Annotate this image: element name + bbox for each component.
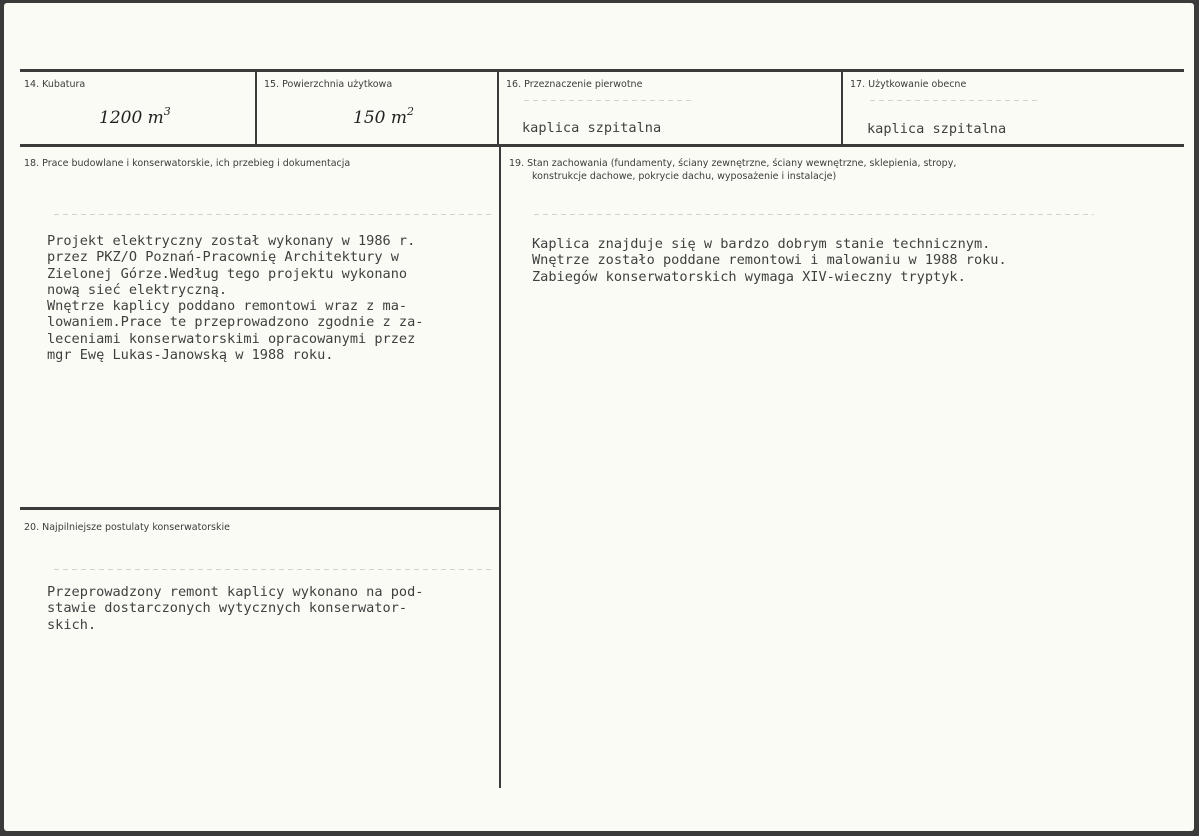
faint-guide-line [524, 100, 694, 101]
main-column-divider [499, 144, 501, 788]
field-19-label: 19. Stan zachowania (fundamenty, ściany zewnętrzne, ściany wewnętrzne, sklepienia, stropy, [509, 158, 957, 169]
top-rule [20, 69, 1184, 72]
field-17-label: 17. Użytkowanie obecne [850, 79, 967, 90]
faint-guide-line [534, 214, 1094, 215]
field-14-value: 1200 $m^3$ [99, 105, 171, 128]
divider-15-16 [497, 69, 499, 146]
field-15-value: 150 $m^2$ [353, 105, 414, 128]
faint-guide-line [54, 214, 494, 215]
middle-rule [20, 144, 1184, 147]
field-15-label: 15. Powierzchnia użytkowa [264, 79, 393, 90]
inventory-card [4, 3, 1194, 831]
divider-14-15 [255, 69, 257, 146]
lower-left-rule [20, 507, 500, 510]
faint-guide-line [870, 100, 1040, 101]
field-16-value: kaplica szpitalna [522, 120, 662, 136]
field-16-label: 16. Przeznaczenie pierwotne [506, 79, 643, 90]
field-17-value: kaplica szpitalna [867, 121, 1007, 137]
field-20-text: Przeprowadzony remont kaplicy wykonano na pod- stawie dostarczonych wytycznych konserwator- skich. [47, 584, 424, 633]
field-19-label-line2: konstrukcje dachowe, pokrycie dachu, wyposażenie i instalacje) [532, 171, 837, 182]
divider-16-17 [841, 69, 843, 146]
field-18-text: Projekt elektryczny został wykonany w 1986 r. przez PKZ/O Poznań-Pracownię Architektury w Zielonej Górze.Według tego projektu wykonano nową sieć elektryczną. Wnętrze kaplicy poddano remontowi wraz z ma- lowaniem.Prace te przeprowadzono zgodnie z za- leceniami konserwatorskimi opracowanymi przez mgr Ewę Lukas-Janowską w 1988 roku. [47, 233, 424, 364]
faint-guide-line [54, 569, 494, 570]
field-20-label: 20. Najpilniejsze postulaty konserwatorskie [24, 522, 230, 533]
field-18-label: 18. Prace budowlane i konserwatorskie, ich przebieg i dokumentacja [24, 158, 351, 169]
field-19-text: Kaplica znajduje się w bardzo dobrym stanie technicznym. Wnętrze zostało poddane remontowi i malowaniu w 1988 roku. Zabiegów konserwatorskich wymaga XIV-wieczny tryptyk. [532, 236, 1007, 285]
field-14-label: 14. Kubatura [24, 79, 86, 90]
